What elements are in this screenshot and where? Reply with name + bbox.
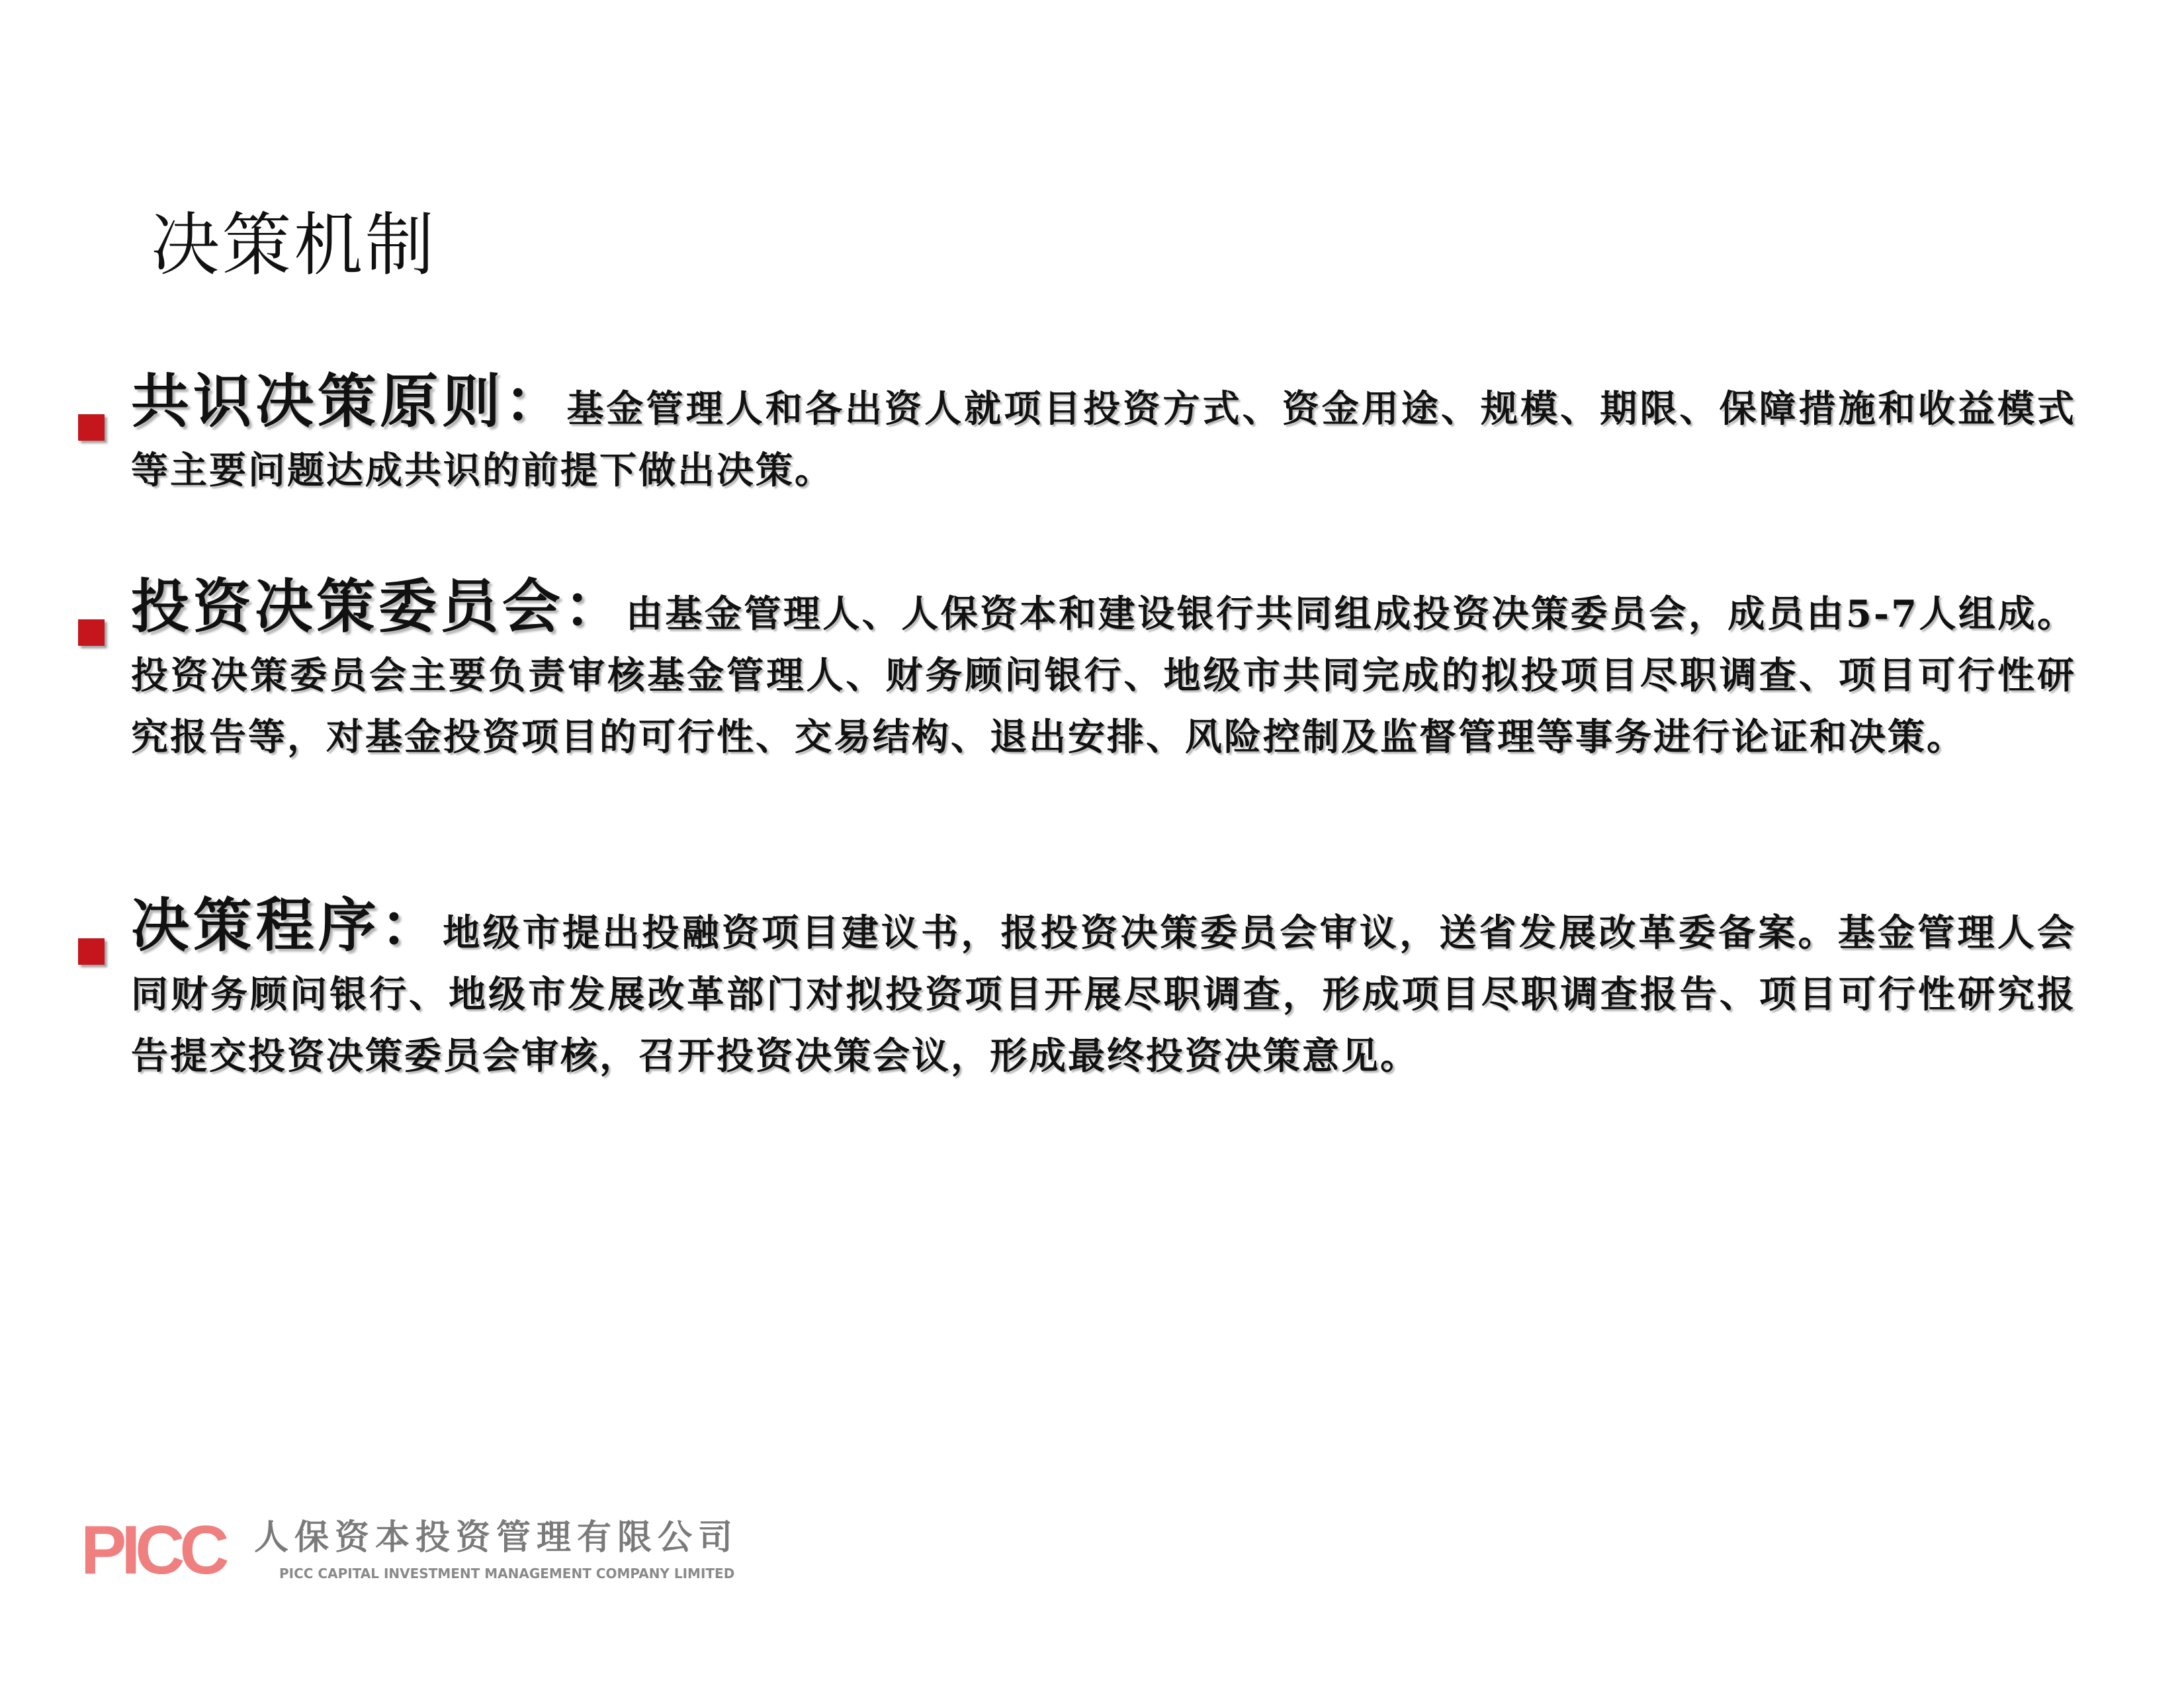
bullet-heading: 共识决策原则： <box>131 367 567 435</box>
bullet-row <box>78 367 2076 502</box>
bullet-heading: 投资决策委员会： <box>131 572 626 641</box>
company-name-en: PICC CAPITAL INVESTMENT MANAGEMENT COMPANY LIMITED <box>279 1566 735 1581</box>
bullet-text <box>131 891 2076 1087</box>
picc-logo-icon <box>81 1515 246 1581</box>
bullet-decision-procedure <box>78 891 2076 1087</box>
bullet-row <box>78 572 2076 768</box>
bullet-heading: 决策程序： <box>131 891 443 959</box>
bullet-square-icon <box>78 938 105 965</box>
bullet-text <box>131 367 2076 502</box>
bullet-consensus-principle <box>78 367 2076 502</box>
logo-text: PICC <box>81 1515 224 1581</box>
bullet-square-icon <box>78 414 105 441</box>
company-logo <box>81 1515 795 1588</box>
bullet-text <box>131 572 2076 768</box>
bullet-row <box>78 891 2076 1087</box>
bullet-body: 地级市提出投融资项目建议书，报投资决策委员会审议，送省发展改革委备案。基金管理人会同财务顾问银行、地级市发展改革部门对拟投资项目开展尽职调查，形成项目尽职调查报告、项目可行性研究报告提交投资决策委员会审核，召开投资决策会议，形成最终投资决策意见。 <box>131 911 2076 1078</box>
company-name-cn: 人保资本投资管理有限公司 <box>254 1518 739 1558</box>
bullet-body: 由基金管理人、人保资本和建设银行共同组成投资决策委员会，成员由5-7人组成。投资决策委员会主要负责审核基金管理人、财务顾问银行、地级市共同完成的拟投项目尽职调查、项目可行性研究报告等，对基金投资项目的可行性、交易结构、退出安排、风险控制及监督管理等事务进行论证和决策。 <box>131 592 2076 759</box>
page-title: 决策机制 <box>151 204 437 285</box>
bullet-investment-committee <box>78 572 2076 768</box>
bullet-body: 基金管理人和各出资人就项目投资方式、资金用途、规模、期限、保障措施和收益模式等主要问题达成共识的前提下做出决策。 <box>131 387 2076 492</box>
bullet-square-icon <box>78 619 105 646</box>
